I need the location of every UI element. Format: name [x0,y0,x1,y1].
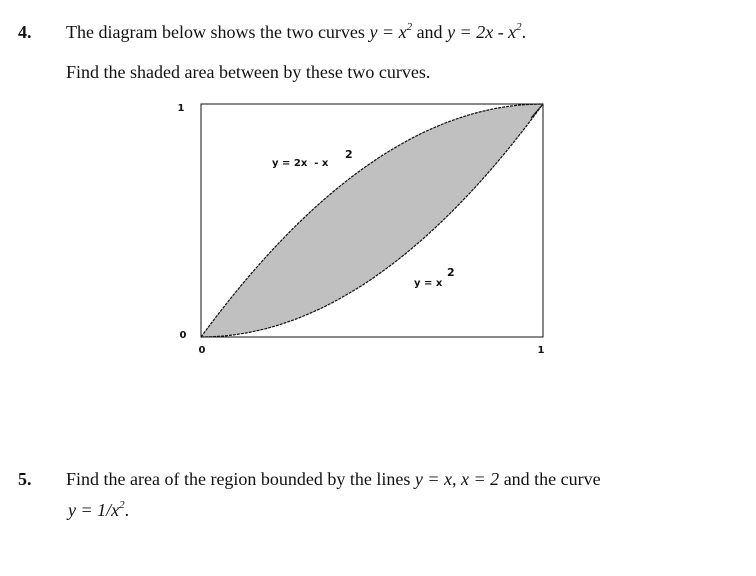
lower-curve-label: y = x [414,278,443,289]
x-tick-1: 1 [537,345,545,356]
question-5-intro: Find the area of the region bounded by the lines [66,469,411,489]
shaded-region [201,104,543,337]
line-equation-1: y = x [414,469,453,489]
curve-b-equation: $y = 2x - x^2$ [447,21,522,42]
curve-a-equation: $y = x^2$ [369,21,413,42]
upper-curve-label-exponent: 2 [345,148,353,161]
conjunction: and [416,22,443,42]
y-tick-1: 1 [177,103,185,114]
question-5-line-2: $y = 1/x^2$. [68,499,130,520]
curve-equation: $y = 1/x^2$ [68,499,125,520]
upper-curve-label: y = 2x - x [272,158,329,169]
question-4-number: 4. [18,22,32,42]
question-5-suffix: and the curve [503,469,601,489]
line-equation-2: x = 2 [461,469,500,489]
question-4-line-1: The diagram below shows the two curves $y = x^2$ and $y = 2x - x^2$. [66,21,527,42]
y-tick-0: 0 [179,330,187,341]
lower-curve-label-exponent: 2 [447,266,455,279]
question-4-line-2: Find the shaded area between by these two curves. [66,62,431,82]
question-5-number: 5. [18,469,32,489]
question-4-intro: The diagram below shows the two curves [66,22,365,42]
question-5-line-1: Find the area of the region bounded by the lines y = x, x = 2 and the curve [66,469,601,489]
x-tick-0: 0 [198,345,206,356]
